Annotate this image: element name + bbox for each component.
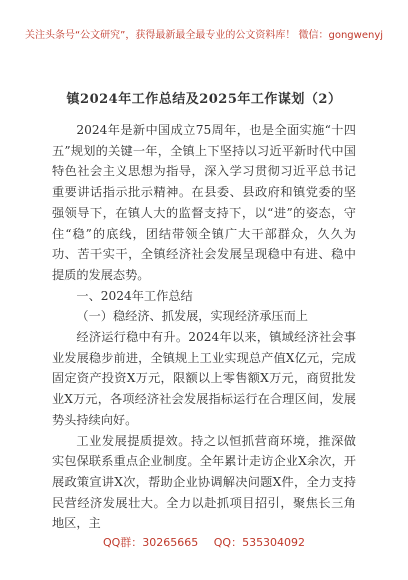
document-title: 镇2024年工作总结及2025年工作谋划（2） [66,92,342,107]
intro-paragraph: 2024年是新中国成立75周年，也是全面实施“十四五”规划的关键一年，全镇上下坚持以习近平新时代中国特色社会主义思想为指导，深入学习贯彻习近平总书记重要讲话指示批示精神。在县委、县政府和镇党委的坚强领导下，在镇人大的监督支持下，以“进”的姿态，守住“稳”的底线，团结带领全镇广大干部群众，久久为功、苦干实干，全镇经济社会发展呈现稳中有进、稳中提质的发展态势。 [52,123,356,282]
promo-banner: 关注头条号“公文研究”，获得最新最全最专业的公文资料库！ 微信：gongwenyj [24,30,384,41]
qq-number-text: QQ：535304092 [213,536,306,549]
subsection-heading: （一）稳经济、抓发展，实现经济承压而上 [76,309,308,324]
economy-paragraph: 经济运行稳中有升。2024年以来，镇域经济社会事业发展稳步前进，全镇规上工业实现总产值X亿元，完成固定资产投资X万元，限额以上零售额X万元，商贸批发业X万元，各项经济社会发展指标运行在合理区间，发展势头持续向好。 [52,330,356,427]
section-heading: 一、2024年工作总结 [76,288,193,303]
industry-paragraph: 工业发展提质提效。持之以恒抓营商环境，推深做实包保联系重点企业制度。全年累计走访企业X余次，开展政策宣讲X次，帮助企业协调解决问题X件，全力支持民营经济发展壮大。全力以赴抓项目招引，聚焦长三角地区，主 [52,433,356,531]
contact-footer [0,534,408,550]
document-body [52,120,356,534]
qq-group-text: QQ群：30265665 [102,536,199,549]
